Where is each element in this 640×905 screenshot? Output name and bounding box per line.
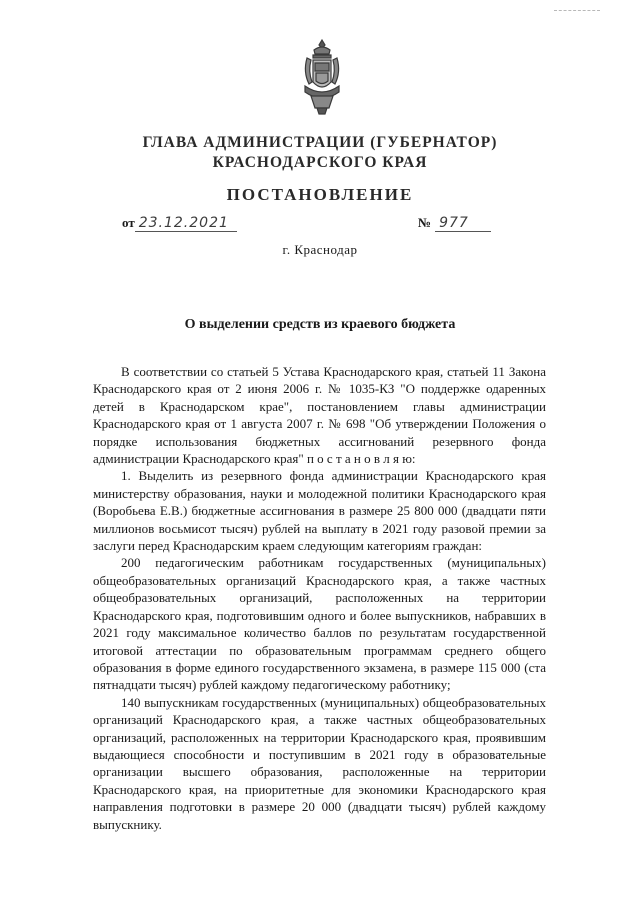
issuer-region: КРАСНОДАРСКОГО КРАЯ [212, 154, 428, 171]
number-line [418, 215, 491, 232]
paragraph: 1. Выделить из резервного фонда администрации Краснодарского края министерству образования, науки и молодежной политики Краснодарского края (Воробьева Е.В.) бюджетные ассигнования в размере 25 800 000 (двадцати пяти миллионов восьмисот тысяч) рублей на выплату в 2021 году разовой премии за заслуги перед Краснодарским краем следующим категориям граждан: [93, 468, 546, 554]
paragraph: 200 педагогическим работникам государственных (муниципальных) общеобразовательных организаций Краснодарского края, а также частных общеобразовательных организаций, расположенных на территории Краснодарского края, подготовившим одного и более выпускников, набравших в 2021 году максимальное количество баллов по результатам государственной итоговой аттестации по образовательным программам среднего общего образования в форме единого государственного экзамена, в размере 115 000 (ста пятнадцати тысяч) рублей каждому педагогическому работнику; [93, 555, 546, 693]
document-title: О выделении средств из краевого бюджета [184, 317, 456, 332]
document-body [93, 363, 546, 833]
city: г. Краснодар [282, 242, 358, 257]
paragraph: В соответствии со статьей 5 Устава Краснодарского края, статьей 11 Закона Краснодарского края от 2 июня 2006 г. № 1035-КЗ "О поддержке одаренных детей в Краснодарском крае", постановлением главы администрации Краснодарского края от 1 августа 2007 г. № 698 "Об утверждении Положения о порядке использования бюджетных ассигнований резервного фонда администрации Краснодарского края" п о с т а н о в л я ю: [93, 364, 546, 467]
document-type: ПОСТАНОВЛЕНИЕ [226, 185, 414, 204]
coat-of-arms-icon [301, 38, 343, 116]
issuer-title: ГЛАВА АДМИНИСТРАЦИИ (ГУБЕРНАТОР) [142, 134, 498, 151]
number-prefix: № [418, 215, 432, 230]
document-number: 977 [435, 215, 491, 232]
paragraph: 140 выпускникам государственных (муниципальных) общеобразовательных организаций Краснодарского края, а также частных общеобразовательных организаций, расположенных на территории Краснодарского края, проявившим выдающиеся способности и поступившим в 2021 году в образовательные организации высшего образования, расположенные на территории Краснодарского края, на приоритетные для экономики Краснодарского края направления подготовки в размере 20 000 (двадцати тысяч) рублей каждому выпускнику. [93, 694, 546, 832]
date-line [122, 215, 237, 232]
scan-mark [554, 10, 600, 11]
date-prefix: от [122, 215, 135, 230]
document-date: 23.12.2021 [135, 215, 237, 232]
